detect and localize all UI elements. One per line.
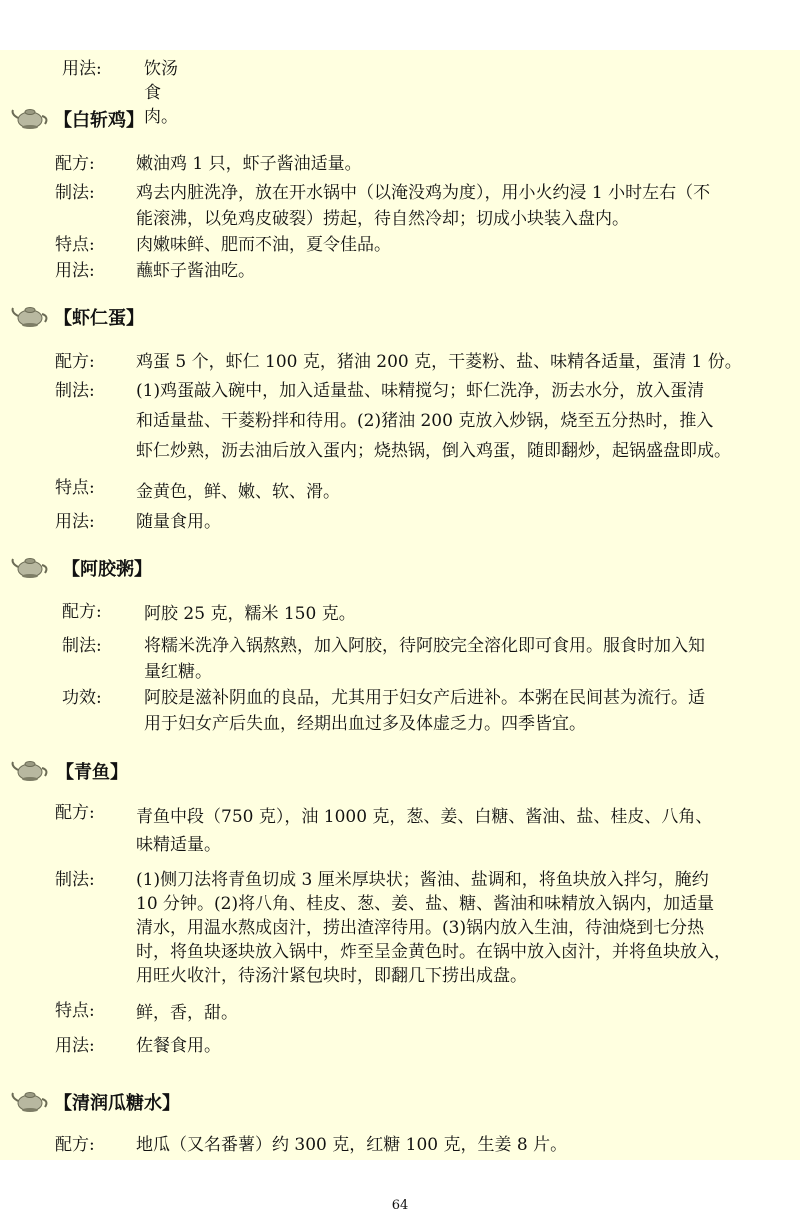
recipe-row <box>55 181 795 233</box>
page-number: 64 <box>391 1198 409 1213</box>
field-line: 鲜，香，甜。 <box>136 1003 238 1023</box>
field-line: 地瓜（又名番薯）约 300 克，红糖 100 克，生姜 8 片。 <box>136 1135 568 1155</box>
field-line: 时，将鱼块逐块放入锅中，炸至呈金黄色时。在锅中放入卤汁，并将鱼块放入， <box>136 942 731 962</box>
field-line: 鸡去内脏洗净，放在开水锅中（以淹没鸡为度），用小火约浸 1 小时左右（不 <box>136 183 711 203</box>
field-label: 配方: <box>55 803 95 823</box>
teapot-icon <box>10 1087 50 1113</box>
field-line: 蘸虾子酱油吃。 <box>136 261 255 281</box>
field-line: 鸡蛋 5 个，虾仁 100 克，猪油 200 克，干菱粉、盐、味精各适量，蛋清 1 份。 <box>136 352 742 372</box>
field-line: 嫩油鸡 1 只，虾子酱油适量。 <box>136 154 362 174</box>
recipe-title: 【青鱼】 <box>56 762 128 783</box>
recipe-title: 【虾仁蛋】 <box>54 308 144 329</box>
recipe-row <box>55 801 795 861</box>
field-label: 用法: <box>55 1036 95 1056</box>
field-line: 用旺火收汁，待汤汁紧包块时，即翻几下捞出成盘。 <box>136 966 527 986</box>
field-line: 能滚沸，以免鸡皮破裂）捞起，待自然冷却；切成小块装入盘内。 <box>136 209 629 229</box>
field-label: 制法: <box>55 183 95 203</box>
recipe-title: 【阿胶粥】 <box>62 559 152 580</box>
field-line: 清水，用温水熬成卤汁，捞出渣滓待用。(3)锅内放入生油，待油烧到七分热 <box>136 918 705 938</box>
field-label: 用法: <box>62 59 102 79</box>
field-line: 将糯米洗净入锅熬熟，加入阿胶，待阿胶完全溶化即可食用。服食时加入知 <box>144 636 705 656</box>
field-line: (1)鸡蛋敲入碗中，加入适量盐、味精搅匀；虾仁洗净，沥去水分，放入蛋清 <box>136 381 705 401</box>
field-label: 制法: <box>55 870 95 890</box>
field-line: 用于妇女产后失血，经期出血过多及体虚乏力。四季皆宜。 <box>144 714 586 734</box>
teapot-icon <box>10 553 50 579</box>
recipe-row <box>55 868 795 998</box>
field-label: 特点: <box>55 235 95 255</box>
field-line: 阿胶 25 克，糯米 150 克。 <box>144 604 356 624</box>
field-line: 味精适量。 <box>136 835 221 855</box>
field-text: 饮汤食肉。 <box>144 59 178 127</box>
field-line: 肉嫩味鲜、肥而不油，夏令佳品。 <box>136 235 391 255</box>
teapot-icon <box>10 756 50 782</box>
field-label: 配方: <box>55 352 95 372</box>
recipe-title: 【白斩鸡】 <box>54 110 144 131</box>
recipe-row <box>55 152 795 178</box>
field-label: 制法: <box>55 381 95 401</box>
field-line: 佐餐食用。 <box>136 1036 221 1056</box>
field-label: 制法: <box>62 636 102 656</box>
field-line: 和适量盐、干菱粉拌和待用。(2)猪油 200 克放入炒锅，烧至五分热时，推入 <box>136 411 714 431</box>
teapot-icon <box>10 104 50 130</box>
teapot-icon <box>10 302 50 328</box>
field-label: 配方: <box>62 602 102 622</box>
field-line: (1)侧刀法将青鱼切成 3 厘米厚块状；酱油、盐调和，将鱼块放入拌匀，腌约 <box>136 870 709 890</box>
field-label: 用法: <box>55 261 95 281</box>
field-label: 功效: <box>62 688 102 708</box>
field-label: 用法: <box>55 512 95 532</box>
field-label: 配方: <box>55 1135 95 1155</box>
recipe-row <box>55 379 795 469</box>
field-line: 金黄色，鲜、嫩、软、滑。 <box>136 482 340 502</box>
field-line: 随量食用。 <box>136 512 221 532</box>
field-line: 青鱼中段（750 克），油 1000 克，葱、姜、白糖、酱油、盐、桂皮、八角、 <box>136 807 713 827</box>
field-line: 阿胶是滋补阴血的良品，尤其用于妇女产后进补。本粥在民间甚为流行。适 <box>144 688 705 708</box>
recipe-row <box>62 686 792 738</box>
field-label: 特点: <box>55 478 95 498</box>
field-line: 虾仁炒熟，沥去油后放入蛋内；烧热锅，倒入鸡蛋，随即翻炒，起锅盛盘即成。 <box>136 441 731 461</box>
recipe-title: 【清润瓜糖水】 <box>54 1093 180 1114</box>
field-label: 配方: <box>55 154 95 174</box>
field-line: 量红糖。 <box>144 662 212 682</box>
field-label: 特点: <box>55 1001 95 1021</box>
recipe-row <box>62 634 792 686</box>
field-line: 10 分钟。(2)将八角、桂皮、葱、姜、盐、糖、酱油和味精放入锅内，加适量 <box>136 894 715 914</box>
